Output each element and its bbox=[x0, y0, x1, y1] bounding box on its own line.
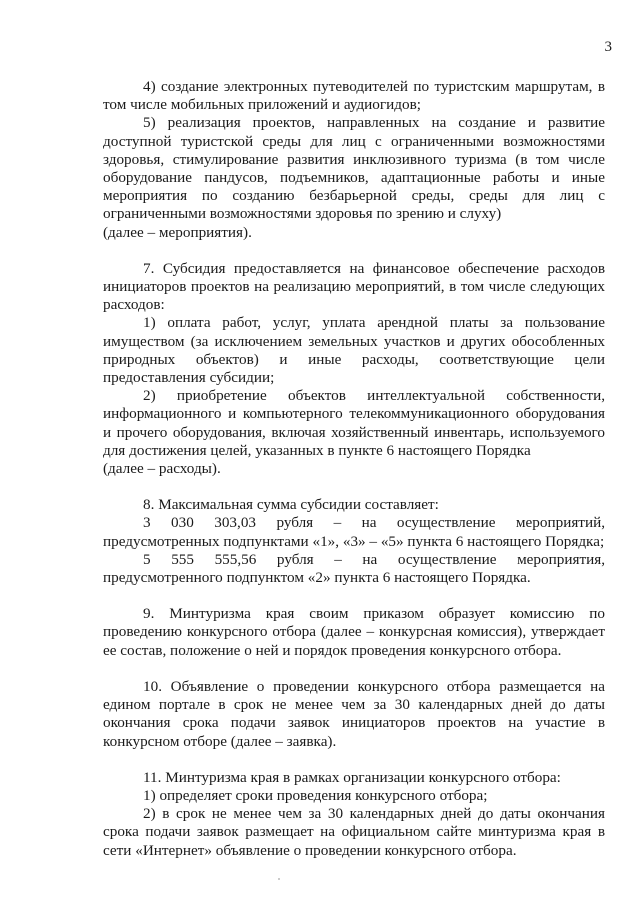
paragraph-expenses-note: (далее – расходы). bbox=[103, 460, 221, 478]
paragraph-clause-8-amount-1: 3 030 303,03 рубля – на осуществление мероприятий, предусмотренных подпунктами «1», «3» – «5» пункта 6 настоящего Порядка; bbox=[103, 514, 605, 550]
paragraph-clause-9: 9. Минтуризма края своим приказом образует комиссию по проведению конкурсного отбора (далее – конкурсная комиссия), утверждает ее состав, положение о ней и порядок проведения конкурсного отбора. bbox=[103, 605, 605, 659]
paragraph-clause-10: 10. Объявление о проведении конкурсного отбора размещается на едином портале в срок не менее чем за 30 календарных дней до даты окончания срока подачи заявок инициаторов проектов на участие в конкурсном отборе (далее – заявка). bbox=[103, 677, 605, 750]
document-body bbox=[103, 78, 605, 860]
paragraph-item-4: 4) создание электронных путеводителей по туристским маршрутам, в том числе мобильных приложений и аудиогидов; bbox=[103, 78, 605, 114]
paragraph-clause-8: 8. Максимальная сумма субсидии составляет: bbox=[143, 496, 439, 514]
paragraph-clause-8-amount-2: 5 555 555,56 рубля – на осуществление мероприятия, предусмотренного подпунктом «2» пункта 6 настоящего Порядка. bbox=[103, 550, 605, 587]
paragraph-clause-11: 11. Минтуризма края в рамках организации конкурсного отбора: bbox=[143, 768, 561, 786]
paragraph-clause-11-item-1: 1) определяет сроки проведения конкурсного отбора; bbox=[143, 786, 488, 804]
paragraph-clause-7-item-2: 2) приобретение объектов интеллектуальной собственности, информационного и компьютерного телекоммуникационного оборудования и прочего оборудования, включая хозяйственный инвентарь, используемого для достижения целей, указанных в пункте 6 настоящего Порядка bbox=[103, 387, 605, 459]
paragraph-clause-7: 7. Субсидия предоставляется на финансовое обеспечение расходов инициаторов проектов на реализацию мероприятий, в том числе следующих расходов: bbox=[103, 259, 605, 314]
paragraph-events-note: (далее – мероприятия). bbox=[103, 223, 252, 241]
paragraph-clause-11-item-2: 2) в срок не менее чем за 30 календарных дней до даты окончания срока подачи заявок размещает на официальном сайте минтуризма края в сети «Интернет» объявление о проведении конкурсного отбора. bbox=[103, 805, 605, 859]
page-number: 3 bbox=[604, 39, 612, 55]
paragraph-clause-7-item-1: 1) оплата работ, услуг, уплата арендной платы за пользование имуществом (за исключением земельных участков и других обособленных природных объектов) и иные расходы, соответствующие цели предоставления субсидии; bbox=[103, 314, 605, 387]
scan-speck bbox=[278, 878, 280, 880]
paragraph-item-5: 5) реализация проектов, направленных на создание и развитие доступной туристской среды для лиц с ограниченными возможностями здоровья, стимулирование развития инклюзивного туризма (в том числе оборудование пандусов, подъемников, адаптационные работы и иные мероприятия по созданию безбарьерной среды, среды для лиц с ограниченными возможностями здоровья по зрению и слуху) bbox=[103, 114, 605, 223]
